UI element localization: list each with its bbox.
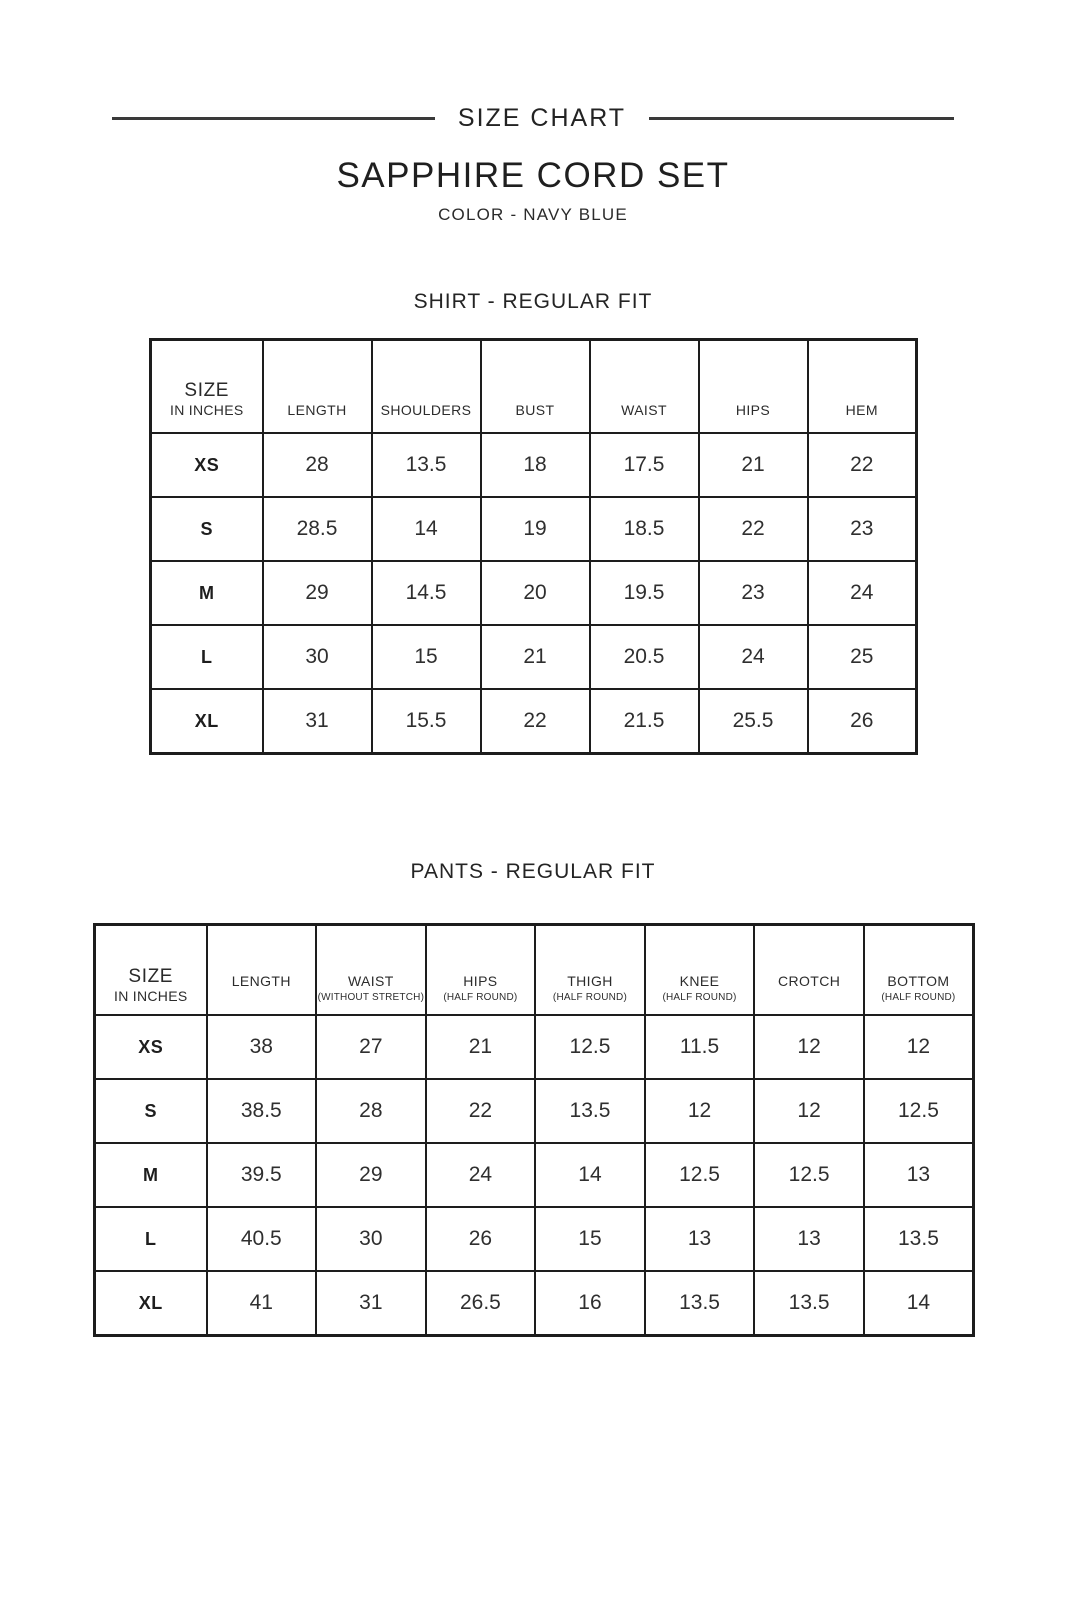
value-cell: 38.5 (207, 1079, 317, 1143)
shirt-col-waist: WAIST (590, 340, 699, 434)
value-cell: 13.5 (754, 1271, 864, 1336)
value-cell: 26.5 (426, 1271, 536, 1336)
pants-col-label: LENGTH (231, 973, 291, 989)
value-cell: 25 (808, 625, 917, 689)
table-row (151, 433, 917, 497)
size-cell: XS (151, 433, 263, 497)
pants-col-label: KNEE (679, 973, 720, 989)
value-cell: 25.5 (699, 689, 808, 754)
value-cell: 11.5 (645, 1015, 755, 1079)
pants-col-sublabel (208, 990, 316, 1005)
table-row (151, 625, 917, 689)
value-cell: 31 (316, 1271, 426, 1336)
value-cell: 19 (481, 497, 590, 561)
shirt-size-table (149, 338, 918, 755)
table-row (95, 1207, 974, 1271)
shirt-size-header-cell (151, 340, 263, 434)
size-cell: XL (95, 1271, 207, 1336)
pants-col-sublabel: (HALF ROUND) (552, 992, 627, 1003)
size-cell: S (95, 1079, 207, 1143)
value-cell: 30 (263, 625, 372, 689)
table-row (151, 497, 917, 561)
pants-col-sublabel (755, 990, 863, 1005)
value-cell: 12 (754, 1015, 864, 1079)
value-cell: 23 (808, 497, 917, 561)
value-cell: 16 (535, 1271, 645, 1336)
value-cell: 26 (808, 689, 917, 754)
pants-col-sublabel: (HALF ROUND) (662, 992, 737, 1003)
pants-col-label: THIGH (567, 973, 613, 989)
value-cell: 24 (808, 561, 917, 625)
page-header (0, 104, 1066, 133)
size-header-sublabel: IN INCHES (170, 402, 244, 418)
value-cell: 38 (207, 1015, 317, 1079)
size-cell: XL (151, 689, 263, 754)
value-cell: 20 (481, 561, 590, 625)
pants-col-label: CROTCH (777, 973, 841, 989)
value-cell: 12 (864, 1015, 974, 1079)
value-cell: 12.5 (535, 1015, 645, 1079)
value-cell: 30 (316, 1207, 426, 1271)
value-cell: 12.5 (754, 1143, 864, 1207)
page-title: SIZE CHART (457, 104, 627, 132)
value-cell: 20.5 (590, 625, 699, 689)
value-cell: 39.5 (207, 1143, 317, 1207)
shirt-col-hem: HEM (808, 340, 917, 434)
pants-header-row (95, 925, 974, 1016)
table-row (95, 1015, 974, 1079)
value-cell: 18 (481, 433, 590, 497)
value-cell: 13.5 (864, 1207, 974, 1271)
value-cell: 40.5 (207, 1207, 317, 1271)
pants-col-sublabel: (WITHOUT STRETCH) (317, 992, 425, 1003)
value-cell: 13.5 (535, 1079, 645, 1143)
title-rule-left (112, 117, 435, 120)
pants-col-label: WAIST (347, 973, 394, 989)
size-cell: L (151, 625, 263, 689)
value-cell: 41 (207, 1271, 317, 1336)
value-cell: 28.5 (263, 497, 372, 561)
shirt-col-bust: BUST (481, 340, 590, 434)
pants-col-crotch (754, 925, 864, 1016)
value-cell: 29 (263, 561, 372, 625)
table-row (95, 1143, 974, 1207)
pants-col-waist (316, 925, 426, 1016)
value-cell: 15.5 (372, 689, 481, 754)
table-row (95, 1271, 974, 1336)
product-title: SAPPHIRE CORD SET (336, 156, 730, 195)
size-header-sublabel: IN INCHES (114, 988, 188, 1004)
shirt-header-row (151, 340, 917, 434)
color-note: COLOR - NAVY BLUE (438, 205, 628, 224)
pants-col-length (207, 925, 317, 1016)
pants-col-label: HIPS (463, 973, 498, 989)
value-cell: 13.5 (645, 1271, 755, 1336)
value-cell: 31 (263, 689, 372, 754)
title-rule-right (649, 117, 954, 120)
value-cell: 13 (645, 1207, 755, 1271)
value-cell: 14 (372, 497, 481, 561)
pants-section-title: PANTS - REGULAR FIT (410, 860, 656, 883)
value-cell: 21 (699, 433, 808, 497)
pants-col-thigh (535, 925, 645, 1016)
size-cell: L (95, 1207, 207, 1271)
value-cell: 22 (808, 433, 917, 497)
value-cell: 22 (426, 1079, 536, 1143)
value-cell: 14.5 (372, 561, 481, 625)
value-cell: 12.5 (864, 1079, 974, 1143)
pants-col-sublabel: (HALF ROUND) (443, 992, 518, 1003)
table-row (151, 561, 917, 625)
value-cell: 17.5 (590, 433, 699, 497)
value-cell: 21.5 (590, 689, 699, 754)
value-cell: 21 (426, 1015, 536, 1079)
size-header-label: SIZE (184, 380, 230, 401)
size-cell: M (95, 1143, 207, 1207)
value-cell: 14 (535, 1143, 645, 1207)
value-cell: 13 (864, 1143, 974, 1207)
value-cell: 23 (699, 561, 808, 625)
shirt-col-hips: HIPS (699, 340, 808, 434)
value-cell: 18.5 (590, 497, 699, 561)
value-cell: 22 (699, 497, 808, 561)
shirt-col-shoulders: SHOULDERS (372, 340, 481, 434)
value-cell: 29 (316, 1143, 426, 1207)
size-header-label: SIZE (128, 966, 174, 987)
value-cell: 15 (535, 1207, 645, 1271)
size-cell: S (151, 497, 263, 561)
value-cell: 27 (316, 1015, 426, 1079)
pants-col-sublabel: (HALF ROUND) (881, 992, 956, 1003)
value-cell: 28 (263, 433, 372, 497)
pants-col-knee (645, 925, 755, 1016)
pants-col-hips (426, 925, 536, 1016)
pants-col-label: BOTTOM (887, 973, 950, 989)
value-cell: 12 (645, 1079, 755, 1143)
value-cell: 21 (481, 625, 590, 689)
pants-col-bottom (864, 925, 974, 1016)
shirt-col-length: LENGTH (263, 340, 372, 434)
size-cell: M (151, 561, 263, 625)
shirt-section-title: SHIRT - REGULAR FIT (413, 290, 653, 313)
size-cell: XS (95, 1015, 207, 1079)
table-row (151, 689, 917, 754)
value-cell: 19.5 (590, 561, 699, 625)
value-cell: 14 (864, 1271, 974, 1336)
value-cell: 15 (372, 625, 481, 689)
value-cell: 28 (316, 1079, 426, 1143)
pants-size-header-cell (95, 925, 207, 1016)
value-cell: 26 (426, 1207, 536, 1271)
value-cell: 22 (481, 689, 590, 754)
value-cell: 13.5 (372, 433, 481, 497)
table-row (95, 1079, 974, 1143)
pants-size-table (93, 923, 975, 1337)
value-cell: 24 (699, 625, 808, 689)
value-cell: 13 (754, 1207, 864, 1271)
value-cell: 12 (754, 1079, 864, 1143)
value-cell: 12.5 (645, 1143, 755, 1207)
value-cell: 24 (426, 1143, 536, 1207)
